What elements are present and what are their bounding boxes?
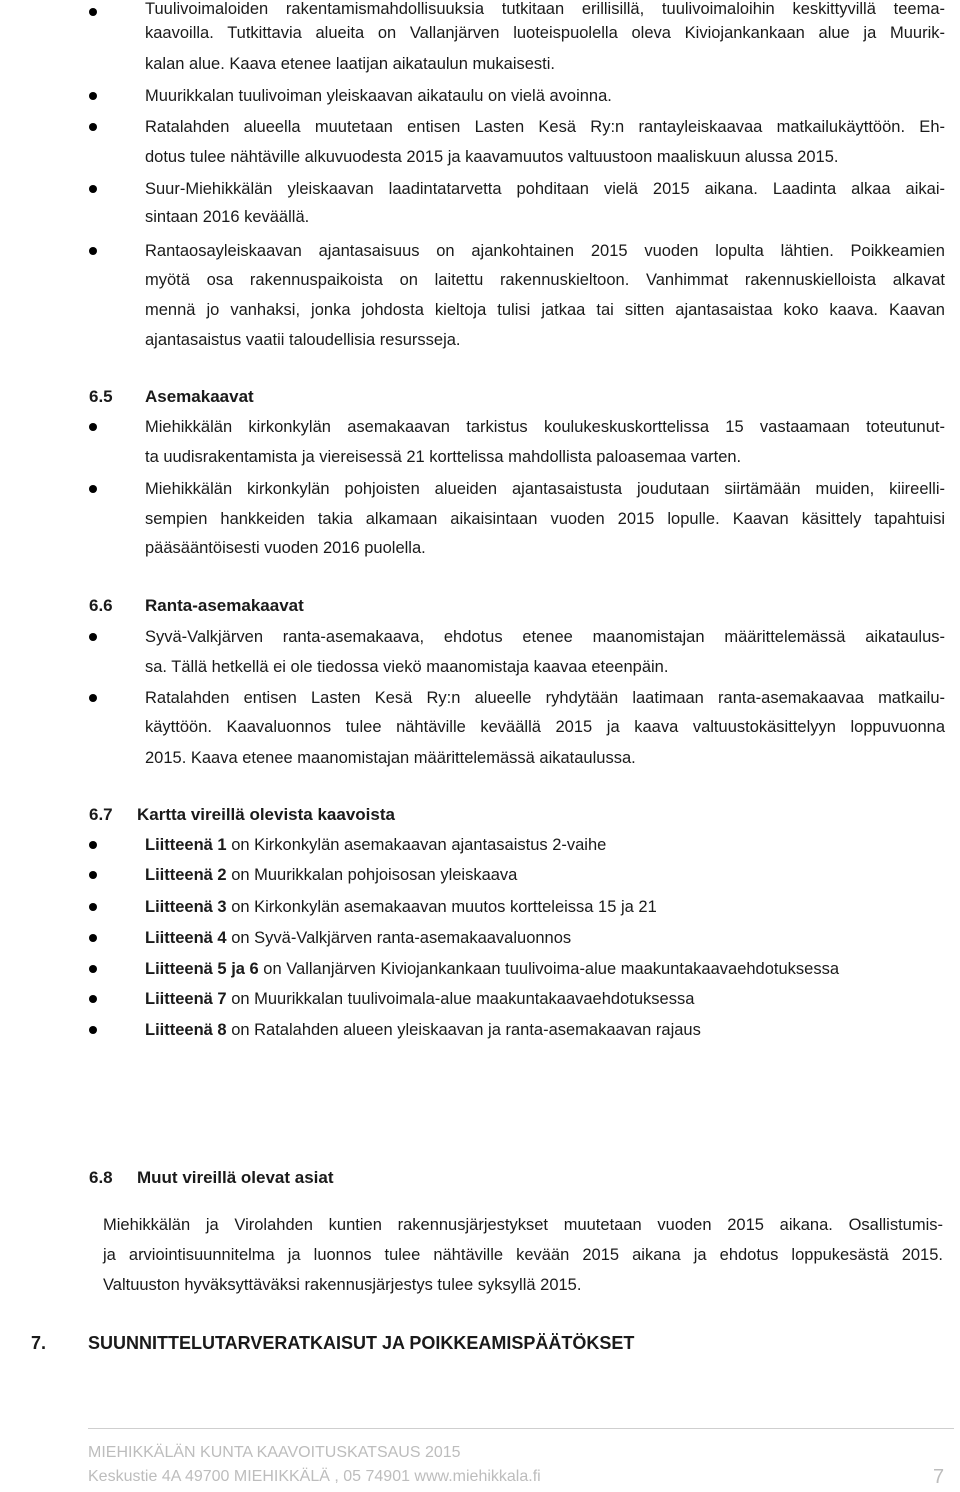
paragraph-line: Suur-Miehikkälän yleiskaavan laadintatarvetta pohditaan vielä 2015 aikana. Laadinta alkaa aikai- — [145, 180, 945, 198]
bullet-icon — [89, 995, 97, 1003]
paragraph-line: sempien hankkeiden takia alkamaan aikaisintaan vuoden 2015 lopulle. Kaavan käsittely tapahtuisi — [145, 510, 945, 528]
bullet-icon — [89, 123, 97, 131]
attachment-text: on Muurikkalan pohjoisosan yleiskaava — [226, 866, 518, 884]
bullet-icon — [89, 185, 97, 193]
attachment-label: Liitteenä 7 — [145, 990, 227, 1008]
bullet-icon — [89, 871, 97, 879]
paragraph-line: Miehikkälän kirkonkylän asemakaavan tarkistus koulukeskuskorttelissa 15 vastaamaan toteutunut- — [145, 418, 945, 436]
bullet-icon — [89, 247, 97, 255]
attachment-text: on Vallanjärven Kiviojankankaan tuulivoima-alue maakuntakaavaehdotuksessa — [258, 960, 840, 978]
bullet-icon — [89, 965, 97, 973]
attachment-item — [145, 864, 517, 886]
attachment-item — [145, 896, 657, 918]
attachment-label: Liitteenä 1 — [145, 836, 227, 854]
paragraph-line: käyttöön. Kaavaluonnos tulee nähtäville keväällä 2015 ja kaava valtuustokäsittelyyn loppuvuonna — [145, 718, 945, 736]
paragraph-line: sa. Tällä hetkellä ei ole tiedossa viekö maanomistaja kaavaa eteenpäin. — [145, 658, 669, 676]
bullet-icon — [89, 423, 97, 431]
attachment-label: Liitteenä 8 — [145, 1021, 227, 1039]
attachment-label: Liitteenä 5 ja 6 — [145, 960, 259, 978]
paragraph-line: Miehikkälän kirkonkylän pohjoisten alueiden ajantasaistusta joudutaan siirtämään muiden, kiireelli- — [145, 480, 945, 498]
section-number: 6.8 — [89, 1168, 113, 1187]
paragraph-line: mennä jo vanhaksi, jonka johdosta kieltoja tulisi jatkaa tai sitten ajantasaistaa koko kaava. Kaavan — [145, 301, 945, 319]
paragraph-line: ta uudisrakentamista ja viereisessä 21 korttelissa mahdollista paloasemaa varten. — [145, 448, 742, 466]
section-title: Asemakaavat — [145, 387, 254, 406]
paragraph-line: kalan alue. Kaava etenee laatijan aikataulun mukaisesti. — [145, 55, 556, 73]
attachment-text: on Muurikkalan tuulivoimala-alue maakuntakaavaehdotuksessa — [226, 990, 695, 1008]
paragraph-line: Miehikkälän ja Virolahden kuntien rakennusjärjestykset muutetaan vuoden 2015 aikana. Osallistumis- — [103, 1216, 943, 1234]
paragraph-line: Muurikkalan tuulivoiman yleiskaavan aikataulu on vielä avoinna. — [145, 87, 612, 105]
bullet-icon — [89, 633, 97, 641]
attachment-item — [145, 988, 694, 1010]
footer-title: MIEHIKKÄLÄN KUNTA KAAVOITUSKATSAUS 2015 — [88, 1444, 461, 1461]
paragraph-line: Ratalahden alueella muutetaan entisen Lasten Kesä Ry:n rantayleiskaavaa matkailukäyttöön. Eh- — [145, 118, 945, 136]
attachment-text: on Ratalahden alueen yleiskaavan ja ranta-asemakaavan rajaus — [226, 1021, 701, 1039]
paragraph-line: Rantaosayleiskaavan ajantasaisuus on ajankohtainen 2015 vuoden lopulta lähtien. Poikkeamien — [145, 242, 945, 260]
bullet-icon — [89, 485, 97, 493]
attachment-item — [145, 834, 606, 856]
attachment-label: Liitteenä 4 — [145, 929, 227, 947]
footer-address: Keskustie 4A 49700 MIEHIKKÄLÄ , 05 74901 www.miehikkala.fi — [88, 1468, 541, 1485]
page-number: 7 — [933, 1466, 945, 1488]
bullet-icon — [89, 1026, 97, 1034]
paragraph-line: Ratalahden entisen Lasten Kesä Ry:n alueelle ryhdytään laatimaan ranta-asemakaavaa matkailu- — [145, 689, 945, 707]
paragraph-line: 2015. Kaava etenee maanomistajan määrittelemässä aikataulussa. — [145, 749, 636, 767]
paragraph-line: kaavoilla. Tutkittavia alueita on Vallanjärven luoteispuolella oleva Kiviojankankaan alue ja Muurik- — [145, 24, 945, 42]
paragraph-line: pääsääntöisesti vuoden 2016 puolella. — [145, 539, 426, 557]
section-title: Kartta vireillä olevista kaavoista — [137, 805, 395, 824]
attachment-label: Liitteenä 2 — [145, 866, 227, 884]
paragraph-line: Valtuuston hyväksyttäväksi rakennusjärjestys tulee syksyllä 2015. — [103, 1276, 582, 1294]
bullet-icon — [89, 92, 97, 100]
paragraph-line: myötä osa rakennuspaikoista on laitettu rakennuskieltoon. Vanhimmat rakennuskielloista alkavat — [145, 271, 945, 289]
section-number: 6.6 — [89, 596, 113, 615]
paragraph-line: Syvä-Valkjärven ranta-asemakaava, ehdotus etenee maanomistajan määrittelemässä aikataulus- — [145, 628, 945, 646]
chapter-title: SUUNNITTELUTARVERATKAISUT JA POIKKEAMISPÄÄTÖKSET — [88, 1333, 635, 1353]
bullet-icon — [89, 694, 97, 702]
paragraph-line: dotus tulee nähtäville alkuvuodesta 2015 ja kaavamuutos valtuustoon maaliskuun alussa 2015. — [145, 148, 839, 166]
paragraph-line: ajantasaistus vaatii taloudellisia resursseja. — [145, 331, 461, 349]
paragraph-line: sintaan 2016 keväällä. — [145, 208, 310, 226]
chapter-number: 7. — [31, 1333, 47, 1353]
paragraph-line: Tuulivoimaloiden rakentamismahdollisuuksia tutkitaan erillisillä, tuulivoimaloihin keskittyvillä teema- — [145, 0, 945, 18]
paragraph-line: ja arviointisuunnitelma ja luonnos tulee nähtäville kevään 2015 aikana ja ehdotus loppukesästä 2015. — [103, 1246, 943, 1264]
attachment-text: on Kirkonkylän asemakaavan ajantasaistus 2-vaihe — [226, 836, 607, 854]
footer-divider — [88, 1428, 954, 1429]
attachment-label: Liitteenä 3 — [145, 898, 227, 916]
section-title: Muut vireillä olevat asiat — [137, 1168, 334, 1187]
attachment-text: on Kirkonkylän asemakaavan muutos kortteleissa 15 ja 21 — [226, 898, 657, 916]
bullet-icon — [89, 841, 97, 849]
bullet-icon — [89, 8, 97, 16]
attachment-item — [145, 958, 839, 980]
section-number: 6.5 — [89, 387, 113, 406]
bullet-icon — [89, 903, 97, 911]
attachment-item — [145, 927, 571, 949]
attachment-item — [145, 1019, 701, 1041]
bullet-icon — [89, 934, 97, 942]
section-number: 6.7 — [89, 805, 113, 824]
section-title: Ranta-asemakaavat — [145, 596, 304, 615]
attachment-text: on Syvä-Valkjärven ranta-asemakaavaluonnos — [226, 929, 572, 947]
